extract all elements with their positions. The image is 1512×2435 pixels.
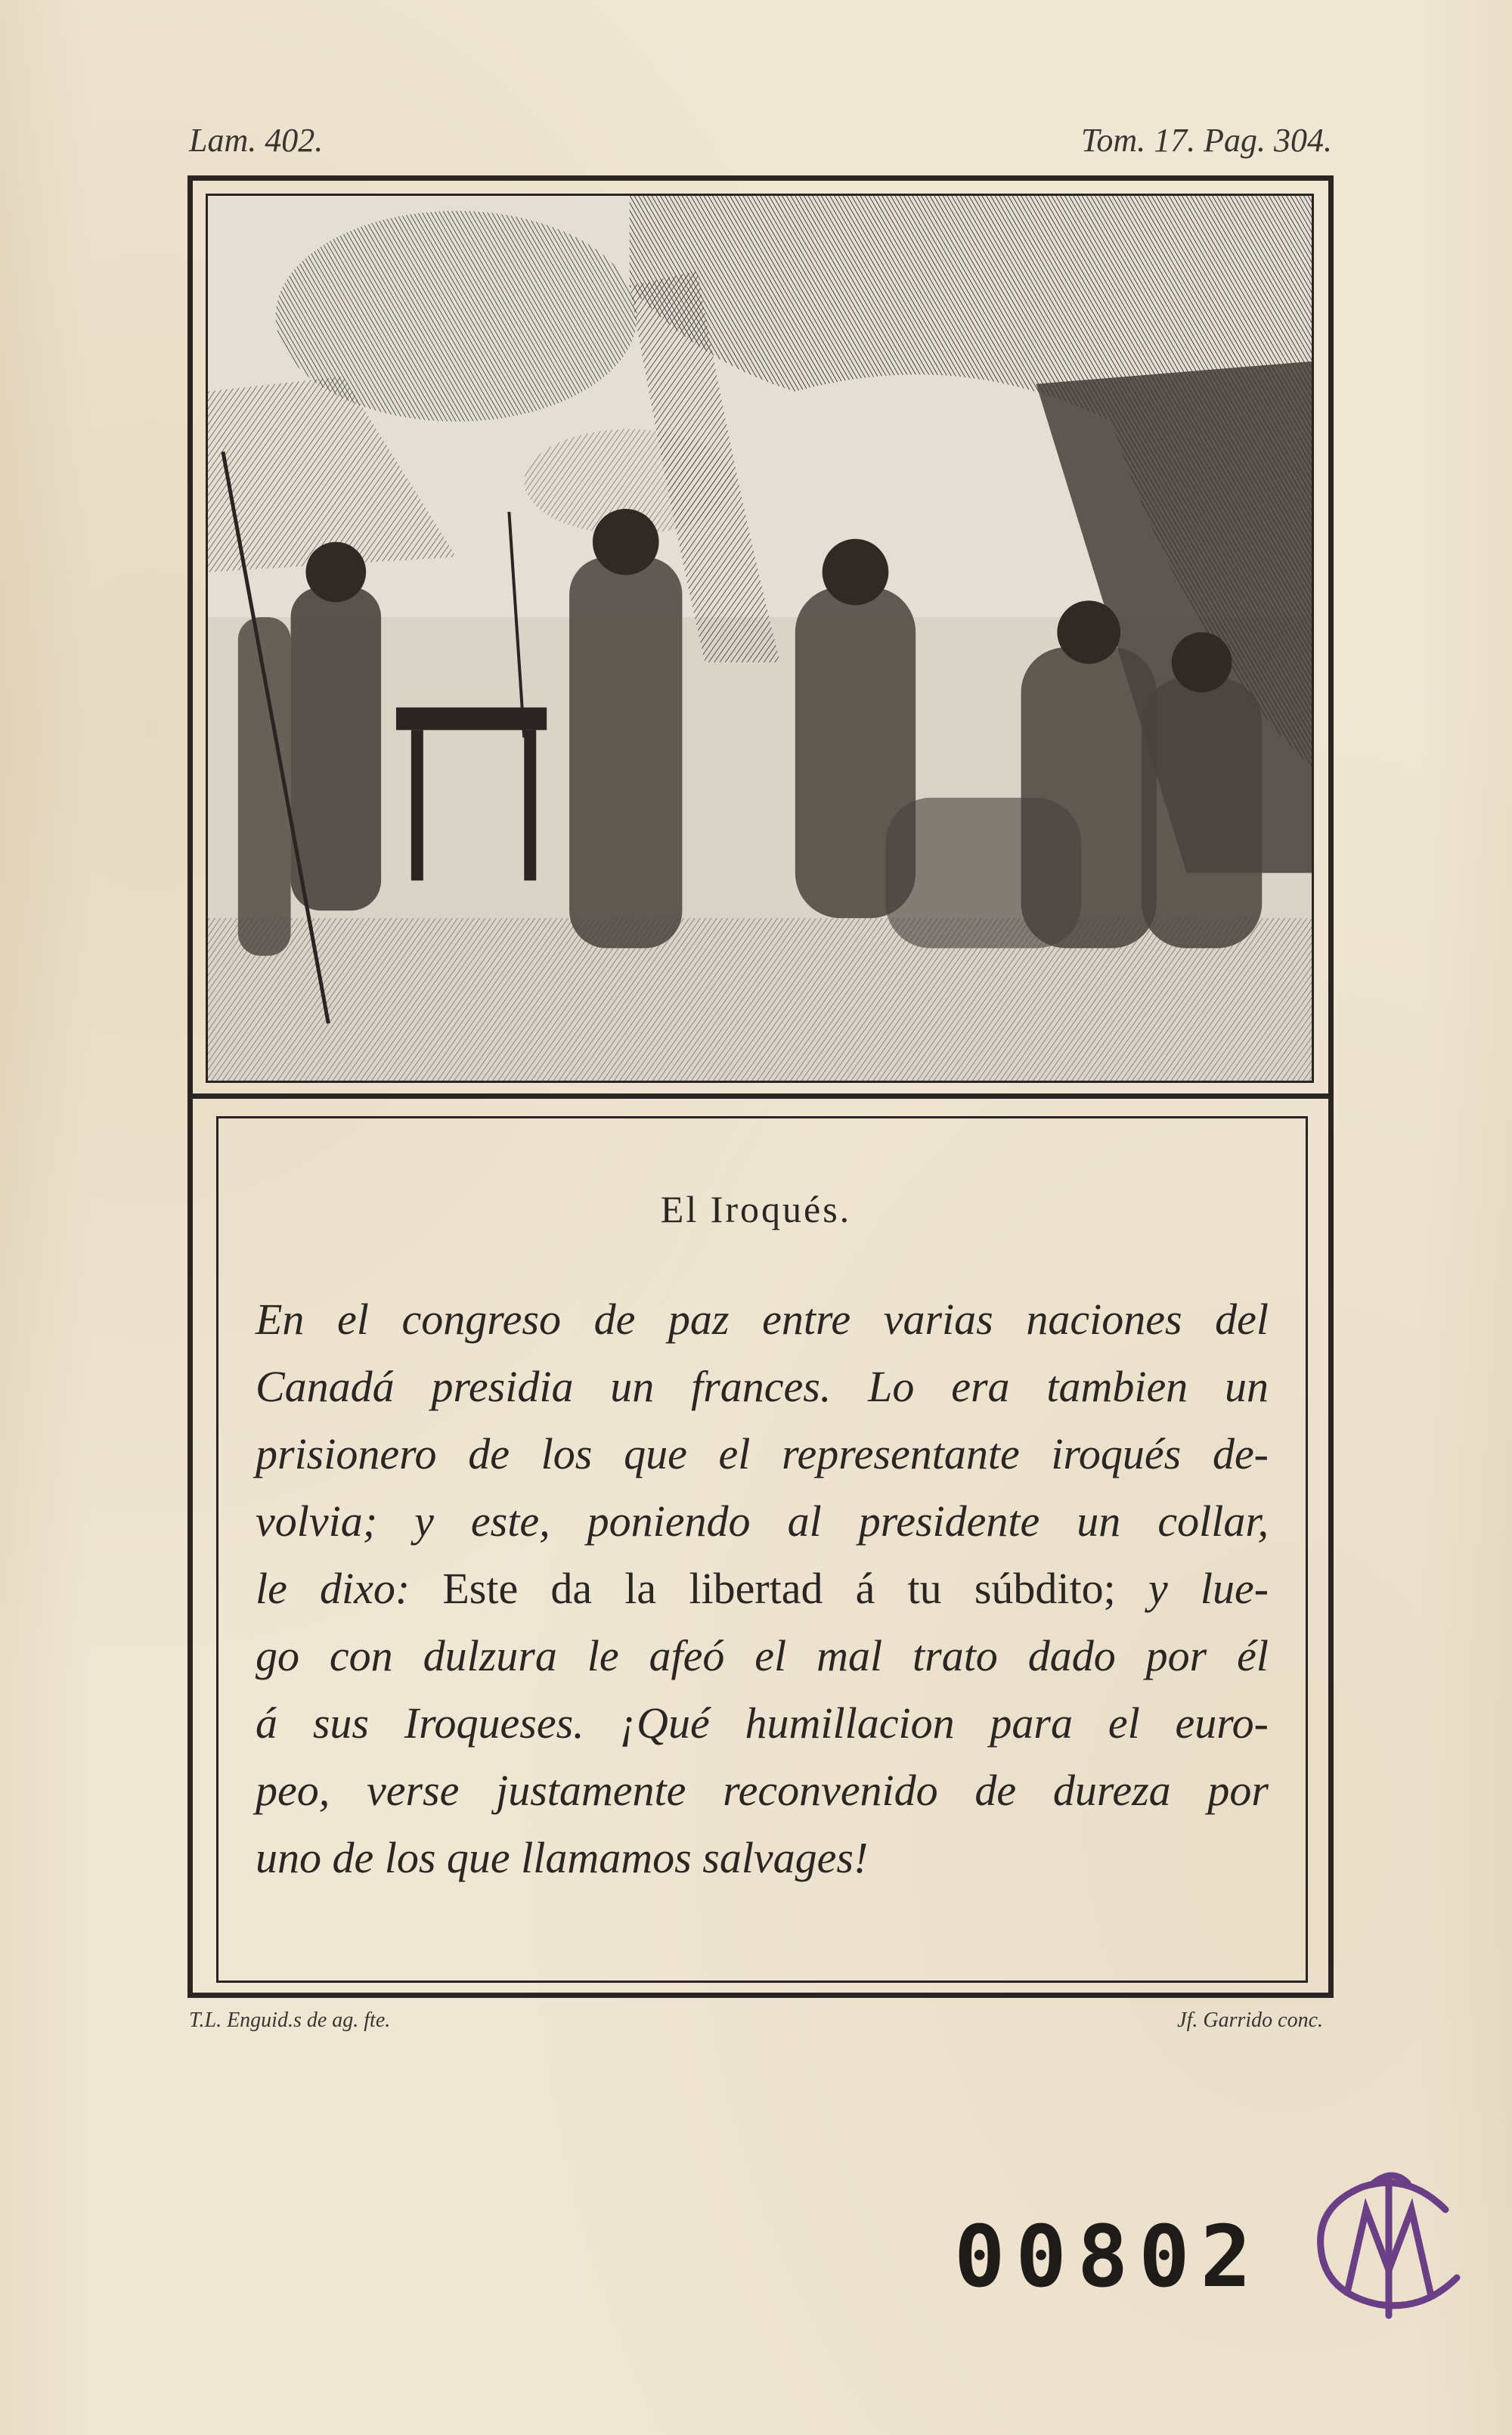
caption-title: El Iroqués. xyxy=(660,1188,852,1230)
caption-line-part: le dixo: xyxy=(256,1564,411,1613)
inventory-number: 00802 xyxy=(954,2208,1263,2306)
volume-page-reference: Tom. 17. Pag. 304. xyxy=(1080,122,1332,159)
frame-divider xyxy=(187,1093,1334,1099)
caption-line xyxy=(256,1555,1269,1622)
plate-number: Lam. 402. xyxy=(189,122,324,159)
caption-line: á sus Iroqueses. ¡Qué humillacion para el euro- xyxy=(256,1698,1269,1748)
caption-line: peo, verse justamente reconvenido de dureza por xyxy=(256,1766,1269,1815)
caption-line: Canadá presidia un frances. Lo era tambien un xyxy=(256,1362,1269,1411)
caption-line xyxy=(256,1487,1269,1555)
caption-body xyxy=(256,1286,1269,1891)
quoted-speech: Este da la libertad á tu súbdito; xyxy=(442,1564,1116,1613)
monogram-stamp xyxy=(1294,2164,1483,2323)
engraver-credit: T.L. Enguid.s de ag. fte. xyxy=(189,2008,391,2032)
caption-line: uno de los que llamamos salvages! xyxy=(256,1833,869,1882)
caption-line: go con dulzura le afeó el mal trato dado por él xyxy=(256,1631,1269,1680)
artist-credit: Jf. Garrido conc. xyxy=(1177,2008,1323,2032)
caption-line: prisionero de los que el representante iroqués de- xyxy=(256,1429,1269,1478)
caption-line-part: volvia; y este, poniendo al presidente un collar, xyxy=(256,1497,1269,1546)
engraving-illustration xyxy=(206,194,1314,1083)
caption-line: En el congreso de paz entre varias naciones del xyxy=(256,1295,1269,1344)
caption-line-part: y lue- xyxy=(1148,1564,1269,1613)
